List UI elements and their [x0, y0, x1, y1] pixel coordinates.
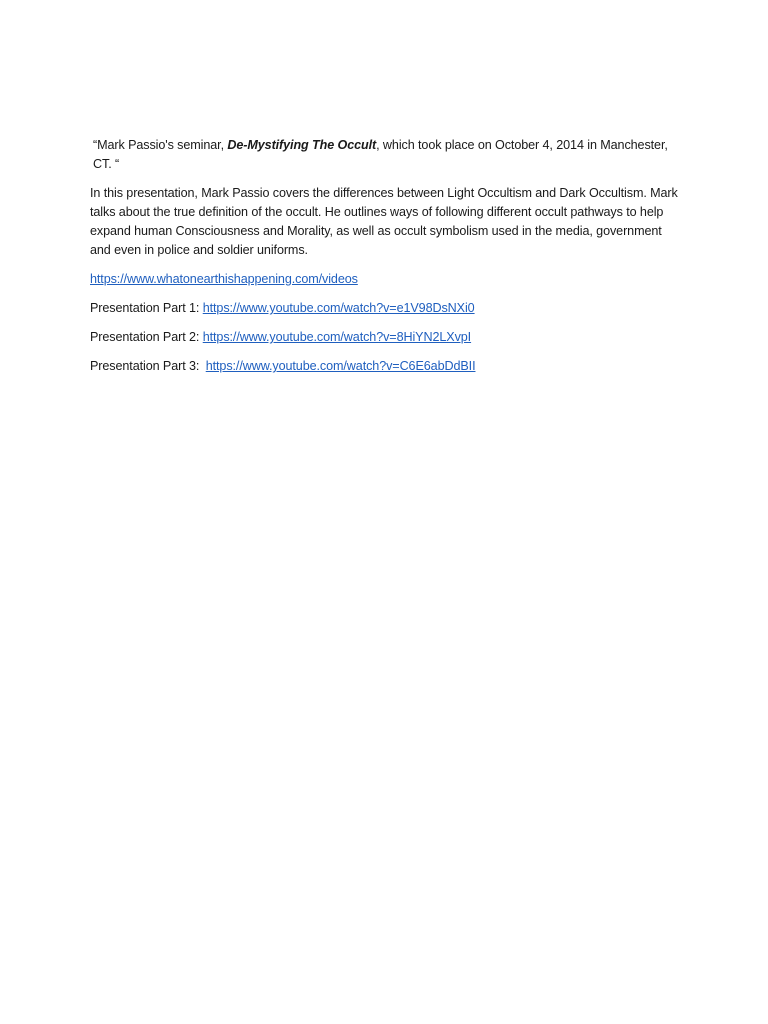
part-3-link[interactable]: https://www.youtube.com/watch?v=C6E6abDdBII [205, 359, 476, 373]
site-link[interactable]: https://www.whatonearthishappening.com/videos [90, 272, 358, 286]
document-body [90, 136, 682, 386]
description-paragraph: In this presentation, Mark Passio covers the differences between Light Occultism and Dark Occultism. Mark talks about the true definition of the occult. He outlines ways of following different occult pathways to help expand human Consciousness and Morality, as well as occult symbolism used in the media, government and even in police and soldier uniforms. [90, 186, 678, 257]
seminar-title: De-Mystifying The Occult [227, 138, 377, 152]
part-2-link[interactable]: https://www.youtube.com/watch?v=8HiYN2LXvpI [202, 330, 472, 344]
part-1-label: Presentation Part 1: [90, 301, 203, 315]
part-1-link[interactable]: https://www.youtube.com/watch?v=e1V98DsNXi0 [202, 301, 475, 315]
intro-paragraph [90, 136, 682, 174]
site-link-paragraph [90, 270, 682, 289]
part-2-line [90, 328, 682, 347]
intro-tail-text: , which took place on October 4, 2014 in Manchester, CT. “ [93, 138, 668, 171]
part-1-line [90, 299, 682, 318]
part-3-line [90, 357, 682, 376]
part-3-label: Presentation Part 3: [90, 359, 203, 373]
part-2-label: Presentation Part 2: [90, 330, 203, 344]
intro-lead-text: “Mark Passio's seminar, [93, 138, 228, 152]
